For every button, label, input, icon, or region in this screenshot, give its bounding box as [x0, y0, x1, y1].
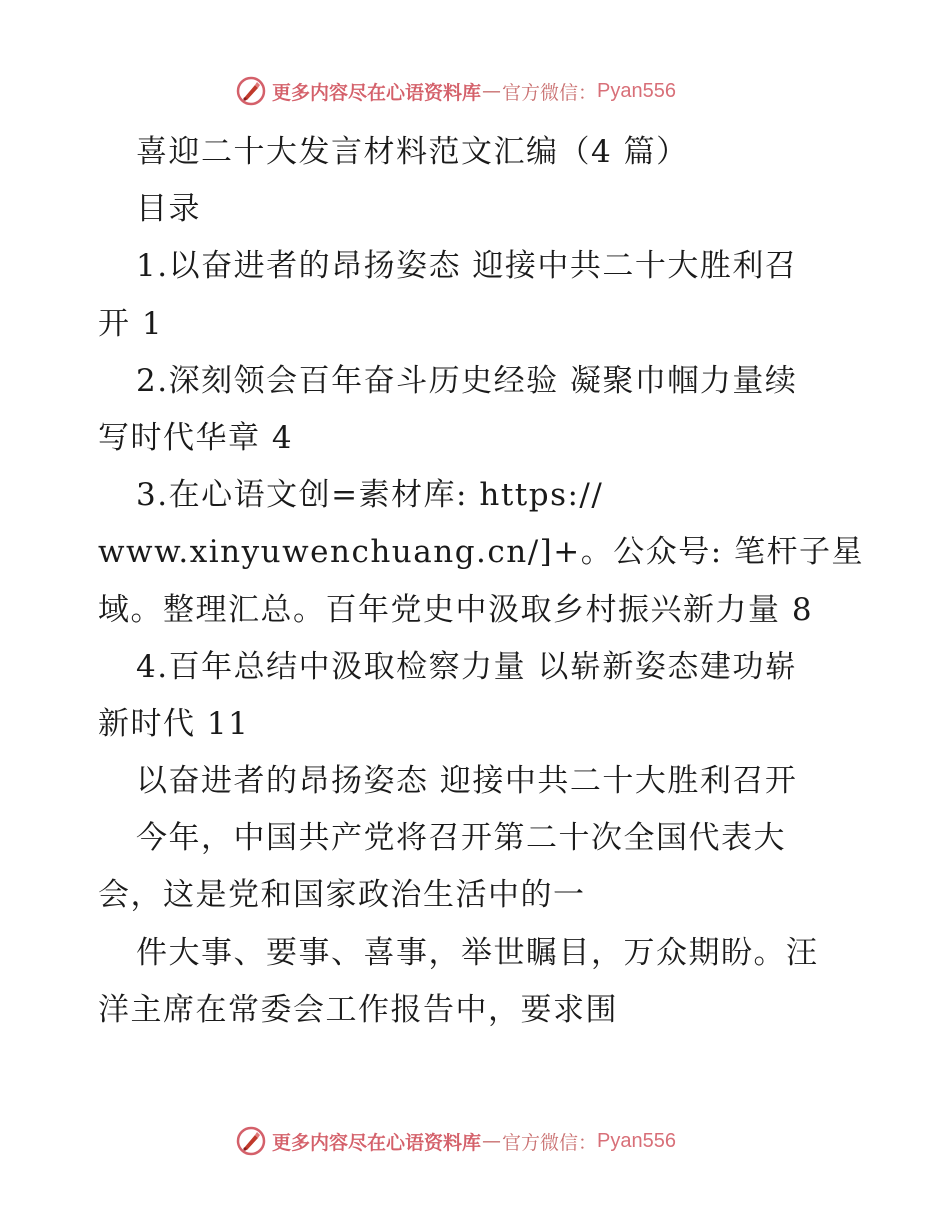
toc-item-3-continued-2: 域。整理汇总。百年党史中汲取乡村振兴新力量 8 [98, 591, 814, 628]
toc-item-2: 2.深刻领会百年奋斗历史经验 凝聚巾帼力量续 [136, 362, 798, 399]
watermark-wechat-id: Pyan556 [597, 1129, 676, 1152]
document-body [98, 124, 868, 1039]
document-title: 喜迎二十大发言材料范文汇编（4 篇） [136, 134, 689, 170]
watermark-main-text: 更多内容尽在心语资料库 [272, 81, 482, 104]
watermark-dash: — [482, 80, 502, 102]
header-watermark [236, 74, 676, 108]
toc-item-1-continued: 开 1 [98, 305, 164, 342]
watermark-wechat-id: Pyan556 [597, 79, 676, 102]
toc-item-3: 3.在心语文创=素材库: https:// [136, 477, 604, 514]
pen-logo-icon [236, 76, 266, 106]
watermark-wechat-label: 官方微信： [502, 1131, 598, 1154]
toc-heading: 目录 [136, 191, 201, 228]
pen-logo-icon [236, 1126, 266, 1156]
section-heading: 以奋进者的昂扬姿态 迎接中共二十大胜利召开 [136, 763, 798, 800]
paragraph-line: 今年，中国共产党将召开第二十次全国代表大 [136, 820, 786, 857]
paragraph-line: 会，这是党和国家政治生活中的一 [98, 877, 586, 914]
toc-item-3-continued: www.xinyuwenchuang.cn/]+。公众号: 笔杆子星 [98, 534, 865, 571]
toc-item-4: 4.百年总结中汲取检察力量 以崭新姿态建功崭 [136, 648, 798, 685]
watermark-dash: — [482, 1130, 502, 1152]
watermark-main-text: 更多内容尽在心语资料库 [272, 1131, 482, 1154]
toc-item-2-continued: 写时代华章 4 [98, 419, 294, 456]
footer-watermark [236, 1124, 676, 1158]
paragraph-line: 洋主席在常委会工作报告中，要求围 [98, 991, 618, 1028]
toc-item-4-continued: 新时代 11 [98, 705, 250, 742]
paragraph-line: 件大事、要事、喜事，举世瞩目，万众期盼。汪 [136, 934, 819, 971]
toc-item-1: 1.以奋进者的昂扬姿态 迎接中共二十大胜利召 [136, 248, 798, 285]
watermark-wechat-label: 官方微信： [502, 81, 598, 104]
